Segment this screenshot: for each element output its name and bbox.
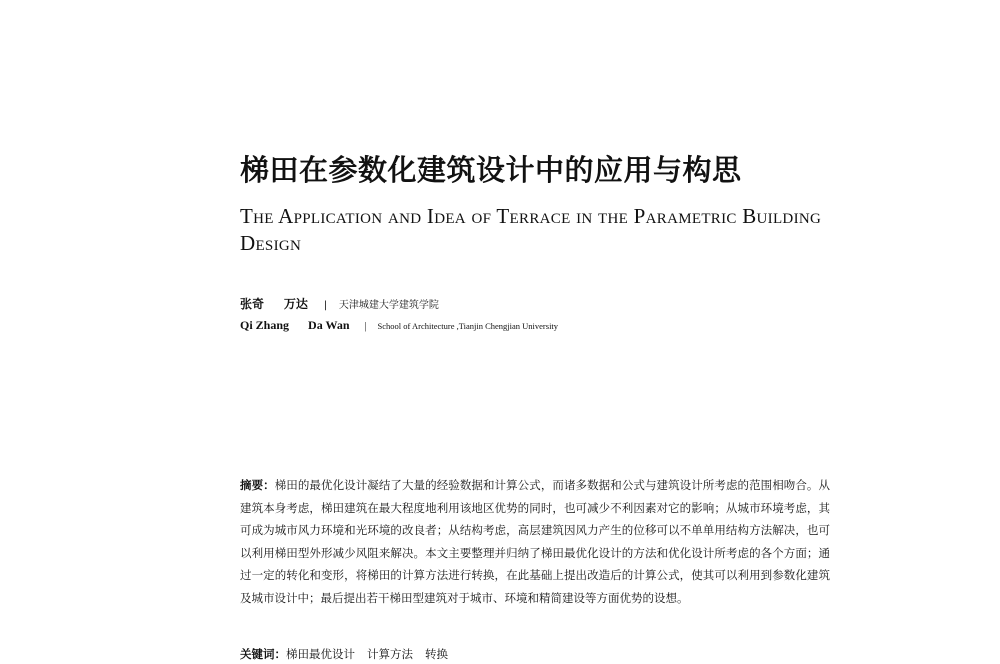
keyword: 转换 [425, 647, 448, 661]
title-chinese: 梯田在参数化建筑设计中的应用与构思 [240, 153, 742, 187]
author-name: Da Wan [308, 318, 350, 332]
author-name: Qi Zhang [240, 318, 290, 332]
title-english: The Application and Idea of Terrace in the Parametric Building Design [240, 204, 822, 255]
affiliation-english: School of Architecture ,Tianjin Chengjian University [377, 321, 559, 331]
abstract [240, 474, 830, 609]
keywords [240, 645, 460, 663]
separator: | [364, 321, 367, 332]
abstract-text: 梯田的最优化设计凝结了大量的经验数据和计算公式，而诸多数据和公式与建筑设计所考虑的范围相吻合。从建筑本身考虑，梯田建筑在最大程度地利用该地区优势的同时，也可减少不利因素对它的影响；从城市环境考虑，其可成为城市风力环境和光环境的改良者；从结构考虑，高层建筑因风力产生的位移可以不单单用结构方法解决，也可以利用梯田型外形减少风阻来解决。本文主要整理并归纳了梯田最优化设计的方法和优化设计所考虑的各个方面；通过一定的转化和变形，将梯田的计算方法进行转换，在此基础上提出改造后的计算公式，使其可以利用到参数化建筑及城市设计中；最后提出若干梯田型建筑对于城市、环境和精简建设等方面优势的设想。 [240, 478, 831, 605]
keyword: 计算方法 [367, 647, 413, 661]
affiliation-chinese: 天津城建大学建筑学院 [338, 300, 439, 311]
author-name: 张奇 [240, 297, 265, 311]
keyword: 梯田最优设计 [286, 647, 355, 661]
author-name: 万达 [283, 297, 308, 311]
keywords-label: 关键词： [240, 647, 286, 661]
separator: | [323, 300, 328, 311]
authors-chinese [240, 295, 439, 312]
abstract-label: 摘要： [240, 478, 275, 492]
authors-english [240, 318, 558, 333]
